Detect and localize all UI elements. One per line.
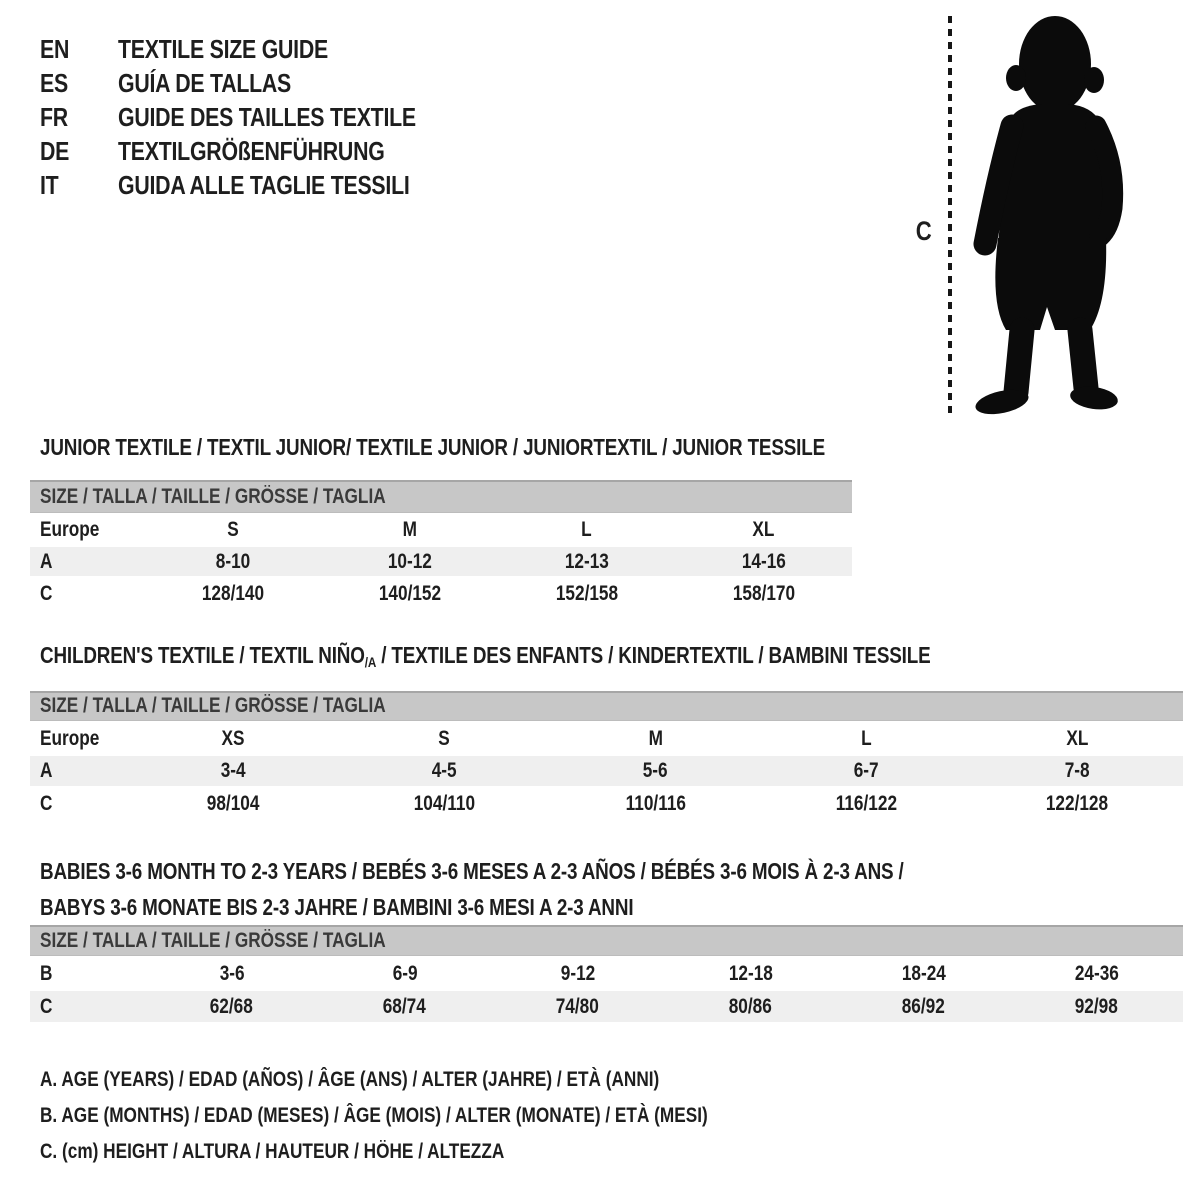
size-value: 152/158 [555,581,618,605]
size-value: 110/116 [625,792,686,815]
children-title-prefix: CHILDREN'S TEXTILE / TEXTIL NIÑO [40,642,365,668]
size-value: XL [1066,726,1089,750]
babies-size-header-bar [30,925,1183,956]
size-cell [499,518,676,542]
language-label: GUÍA DE TALLAS [118,68,292,98]
children-title-subscript: /A [364,654,377,671]
size-cell [664,995,837,1019]
size-value: M [648,726,663,750]
language-code: EN [40,34,70,64]
size-cell [972,759,1183,783]
babies-section-title-line2: BABYS 3-6 MONATE BIS 2-3 JAHRE / BAMBINI 3-6 MESI A 2-3 ANNI [40,894,634,920]
size-cell [837,962,1010,986]
size-value: S [438,726,451,750]
row-label [30,995,145,1019]
row-label [30,962,145,986]
size-cell [1010,995,1183,1019]
size-value: 18-24 [901,961,946,985]
size-value: 86/92 [901,994,946,1018]
size-value: 80/86 [729,994,773,1018]
size-value: 104/110 [413,792,476,815]
size-cell [339,792,550,816]
size-value: 12-13 [564,549,609,573]
row-label [30,582,145,606]
table-row [30,721,1183,756]
row-label [30,759,128,783]
size-value: 3-6 [219,961,245,985]
size-cell [761,759,972,783]
size-value: 12-18 [728,961,773,985]
size-cell [761,727,972,751]
size-value: 4-5 [432,759,457,782]
size-cell [675,518,852,542]
size-cell [675,582,852,606]
size-value: 116/122 [835,792,898,815]
size-cell [145,995,318,1019]
children-section-title [40,642,1126,671]
size-value: XL [752,518,775,541]
size-value: 122/128 [1046,792,1109,815]
size-value: 6-7 [853,759,879,782]
row-label-text: C [40,994,53,1018]
size-value: 14-16 [741,549,786,573]
footnote-b [40,1104,854,1140]
footnotes [40,1068,854,1176]
size-cell [972,792,1183,816]
size-cell [491,962,664,986]
size-value: 24-36 [1074,961,1119,985]
size-cell [664,962,837,986]
table-row [30,956,1183,991]
footnote-c-text: C. (cm) HEIGHT / ALTURA / HAUTEUR / HÖHE / ALTEZZA [40,1140,505,1163]
row-label-text: C [40,581,53,605]
size-value: 62/68 [210,994,254,1018]
size-value: 7-8 [1064,759,1090,782]
row-label [30,518,145,542]
size-value: 128/140 [202,581,265,605]
language-label: GUIDE DES TAILLES TEXTILE [118,102,416,132]
size-value: L [861,726,872,750]
table-row [30,756,1183,786]
row-label-text: Europe [40,726,100,750]
size-cell [550,727,761,751]
size-value: 8-10 [216,549,251,573]
row-label [30,792,128,816]
language-code: FR [40,102,68,132]
language-label: TEXTILE SIZE GUIDE [118,34,328,64]
size-cell [128,727,339,751]
size-cell [499,582,676,606]
size-cell [761,792,972,816]
size-value: XS [222,726,245,750]
size-cell [145,550,322,574]
size-cell [322,518,499,542]
junior-size-header-bar [30,480,852,513]
row-label-text: B [40,961,53,985]
size-cell [339,759,550,783]
size-value: 74/80 [556,994,600,1018]
size-cell [675,550,852,574]
row-label-text: C [40,792,53,815]
size-value: 3-4 [221,759,246,782]
size-cell [145,962,318,986]
size-value: 6-9 [392,961,418,985]
size-value: 9-12 [560,961,595,985]
children-size-table [30,691,1183,822]
row-label-text: Europe [40,518,100,541]
row-label [30,550,145,574]
size-cell [972,727,1183,751]
height-marker-label [914,216,934,247]
size-cell [499,550,676,574]
size-cell [837,995,1010,1019]
table-row [30,991,1183,1022]
size-value: S [227,518,240,541]
babies-size-table [30,925,1183,1022]
height-marker-text: C [915,216,932,246]
size-cell [145,518,322,542]
footnote-a-text: A. AGE (YEARS) / EDAD (AÑOS) / ÂGE (ANS) / ALTER (JAHRE) / ETÀ (ANNI) [40,1068,660,1091]
row-label-text: A [40,549,53,573]
size-cell [318,962,491,986]
size-header-label: SIZE / TALLA / TAILLE / GRÖSSE / TAGLIA [40,928,386,952]
footnote-c [40,1140,854,1176]
size-value: 10-12 [388,549,433,573]
size-cell [1010,962,1183,986]
size-value: 140/152 [379,581,442,605]
size-value: 98/104 [207,792,260,815]
table-row [30,576,852,611]
footnote-a [40,1068,854,1104]
size-cell [322,582,499,606]
size-cell [339,727,550,751]
table-row [30,513,852,547]
size-cell [145,582,322,606]
size-cell [322,550,499,574]
size-value: 5-6 [643,759,668,782]
children-section-title-text [40,642,931,671]
size-cell [128,792,339,816]
size-value: L [581,518,593,541]
size-value: M [402,518,418,541]
children-title-suffix: / TEXTILE DES ENFANTS / KINDERTEXTIL / BAMBINI TESSILE [376,642,931,668]
size-value: 68/74 [383,994,427,1018]
babies-section-title [40,853,1093,925]
size-cell [128,759,339,783]
row-label-text: A [40,759,53,782]
table-row [30,786,1183,822]
toddler-silhouette-icon [958,12,1142,418]
size-header-label: SIZE / TALLA / TAILLE / GRÖSSE / TAGLIA [40,694,386,717]
height-dashed-line [948,16,952,414]
row-label [30,727,128,751]
size-cell [550,759,761,783]
size-value: 158/170 [732,581,795,605]
junior-size-table [30,480,852,611]
size-cell [318,995,491,1019]
size-cell [550,792,761,816]
junior-section-title-text: JUNIOR TEXTILE / TEXTIL JUNIOR/ TEXTILE JUNIOR / JUNIORTEXTIL / JUNIOR TESSILE [40,434,826,460]
size-value: 92/98 [1074,994,1119,1018]
footnote-b-text: B. AGE (MONTHS) / EDAD (MESES) / ÂGE (MOIS) / ALTER (MONATE) / ETÀ (MESI) [40,1104,708,1127]
children-size-header-bar [30,691,1183,721]
language-label: GUIDA ALLE TAGLIE TESSILI [118,170,410,200]
babies-section-title-line1: BABIES 3-6 MONTH TO 2-3 YEARS / BEBÉS 3-6 MESES A 2-3 AÑOS / BÉBÉS 3-6 MOIS À 2-3 ANS / [40,858,904,884]
language-label: TEXTILGRÖßENFÜHRUNG [118,136,385,166]
table-row [30,547,852,576]
size-cell [491,995,664,1019]
language-code: DE [40,136,70,166]
size-header-label: SIZE / TALLA / TAILLE / GRÖSSE / TAGLIA [40,484,386,508]
language-code: ES [40,68,68,98]
language-code: IT [40,170,59,200]
junior-section-title [40,434,997,461]
